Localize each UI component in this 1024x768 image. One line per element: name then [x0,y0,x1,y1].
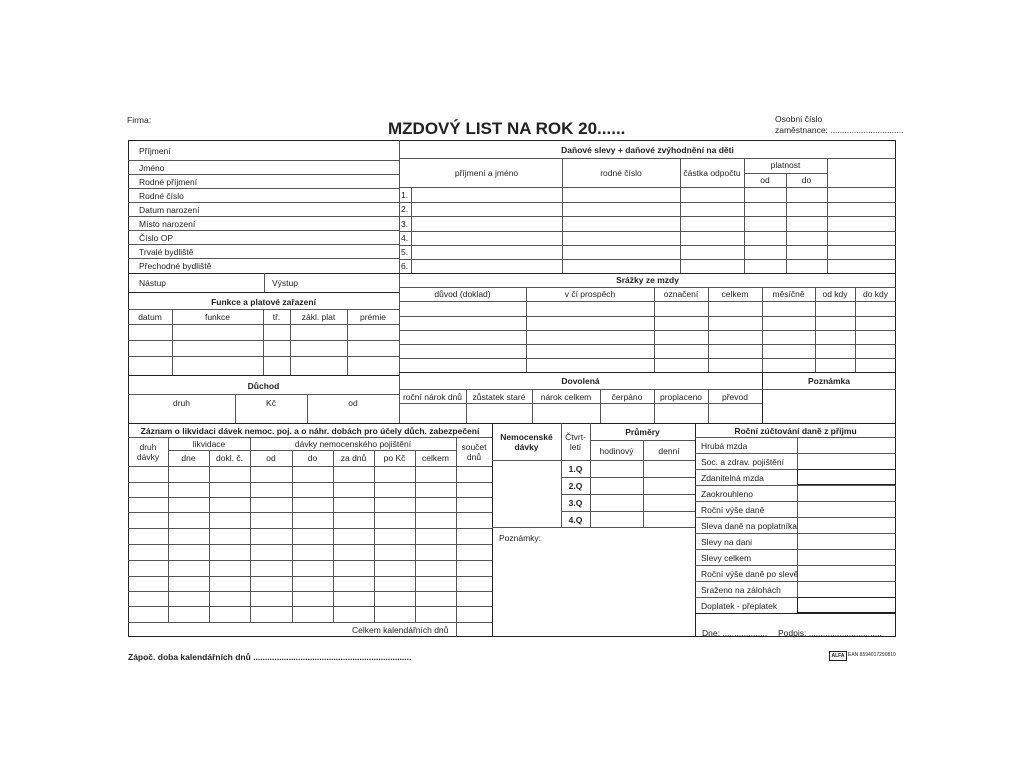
field-prechodne-bydliste[interactable]: Přechodné bydliště [139,261,212,271]
datum-field[interactable]: Dne: ................... [702,628,768,638]
zaznam-col-druh: druh [139,442,157,452]
osobni-cislo-label: Osobní číslo [775,114,823,124]
dane-row-num: 4. [401,233,409,243]
rocni-dane-po-sleve[interactable]: Roční výše daně po slevě [701,569,799,579]
dovolena-title: Dovolená [561,376,600,386]
dovolena-col-narok: roční nárok dnů [402,392,463,402]
dane-col-rodne-cislo: rodné číslo [600,168,642,178]
dane-title: Daňové slevy + daňové zvýhodnění na děti [561,145,734,155]
dane-col-prijmeni-jmeno: příjmení a jméno [454,168,519,178]
dovolena-col-prevod: převod [722,392,748,402]
nemoc-q4: 4.Q [568,515,583,525]
zaznam-sub-celkem: celkem [422,453,449,463]
field-cislo-op[interactable]: Číslo OP [139,233,174,243]
zaznam-sub-do: do [307,453,318,463]
rocni-title: Roční zúčtování daně z příjmu [734,426,857,436]
zaznam-sub-dokl: dokl. č. [216,453,243,463]
nemoc-title-2: dávky [514,442,539,452]
dane-col-castka: částka odpočtu [683,168,741,178]
srazky-col-prospech: v čí prospěch [564,289,616,299]
field-nastup[interactable]: Nástup [139,278,166,288]
field-prijmeni[interactable]: Příjmení [139,146,171,156]
rocni-slevy-na-dani[interactable]: Slevy na dani [701,537,753,547]
srazky-col-do-kdy: do kdy [862,289,889,299]
nemoc-prumery: Průměry [625,427,660,437]
srazky-col-od-kdy: od kdy [822,289,848,299]
zaznam-celkem-dnu: Celkem kalendářních dnů [352,625,449,635]
zaznam-col-likvidace: likvidace [192,439,226,449]
rocni-soc-zdrav[interactable]: Soc. a zdrav. pojištění [701,457,784,467]
dane-col-platnost: platnost [770,160,801,170]
dane-row-num: 5. [401,247,409,257]
nemoc-title: Nemocenské [500,432,553,442]
firma-label: Firma: [127,115,152,125]
dane-row-num: 6. [401,261,409,271]
dane-col-do: do [801,175,812,185]
dane-row-num: 1. [401,190,409,200]
zaznam-sub-od: od [266,453,276,463]
dovolena-col-narok-celkem: nárok celkem [540,392,592,402]
field-jmeno[interactable]: Jméno [139,163,165,173]
srazky-col-oznaceni: označení [663,289,699,299]
field-vystup[interactable]: Výstup [272,278,298,288]
zaznam-col-soucet: součet [461,442,487,452]
zaznam-col-davky: dávky [136,452,160,462]
field-misto-narozeni[interactable]: Místo narození [139,219,196,229]
rocni-vyse-dane[interactable]: Roční výše daně [701,505,765,515]
zaznam-sub-dne: dne [181,453,196,463]
dovolena-col-cerpano: čerpáno [611,392,643,402]
osobni-cislo-field[interactable]: zaměstnance: ............................... [775,125,904,135]
alfa-logo: ALFA [829,651,847,661]
funkce-title: Funkce a platové zařazení [211,297,316,307]
nemoc-col-hodinovy: hodinový [599,446,634,456]
duchod-title: Důchod [247,381,280,391]
zaznam-sub-po-kc: po Kč [383,453,406,463]
zaznam-sub-za-dnu: za dnů [340,453,367,463]
duchod-col-od: od [348,398,358,408]
ean-code: EAN 8594017290810 [848,652,896,658]
rocni-doplatek[interactable]: Doplatek - přeplatek [701,601,778,611]
dane-row-num: 2. [401,204,409,214]
rocni-sleva-poplatnik[interactable]: Sleva daně na poplatníka [701,521,797,531]
zaznam-col-soucet-dnu: dnů [466,452,482,462]
dovolena-col-proplaceno: proplaceno [659,392,703,402]
nemoc-q2: 2.Q [568,481,583,491]
podpis-field[interactable]: Podpis: ............................... [778,628,882,638]
field-rodne-cislo[interactable]: Rodné číslo [139,191,184,201]
nemoc-q1: 1.Q [568,464,583,474]
srazky-col-celkem: celkem [721,289,749,299]
dane-row-num: 3. [401,219,409,229]
field-trvale-bydliste[interactable]: Trvalé bydliště [139,247,194,257]
rocni-zaokrouhleno[interactable]: Zaokrouhleno [701,489,753,499]
funkce-col-datum: datum [138,312,162,322]
srazky-col-mesicne: měsíčně [772,289,805,299]
dovolena-col-zustatek: zůstatek staré [472,392,526,402]
funkce-col-funkce: funkce [204,312,231,322]
nemoc-col-ctvrt: Čtvrt- [565,432,586,442]
field-datum-narozeni[interactable]: Datum narození [139,205,200,215]
page-title: MZDOVÝ LIST NA ROK 20...... [388,119,626,138]
zaznam-col-davky-np: dávky nemocenského pojištění [294,439,412,449]
nemoc-q3: 3.Q [568,498,583,508]
nemoc-col-leti: letí [569,442,582,452]
srazky-col-duvod: důvod (doklad) [434,289,491,299]
rocni-srazeno[interactable]: Sraženo na zálohách [701,585,781,595]
rocni-hruba-mzda[interactable]: Hrubá mzda [701,441,748,451]
funkce-col-premie: prémie [360,312,386,322]
zaznam-title: Záznam o likvidaci dávek nemoc. poj. a o náhr. dobách pro účely důch. zabezpečení [140,426,480,436]
nemoc-poznamky[interactable]: Poznámky: [499,533,542,543]
funkce-col-zakl-plat: zákl. plat [301,312,336,322]
funkce-col-trida: tř. [272,312,281,322]
field-rodne-prijmeni[interactable]: Rodné příjmení [139,177,198,187]
srazky-title: Srážky ze mzdy [616,275,679,285]
duchod-col-druh: druh [172,398,190,408]
rocni-zdanitelna[interactable]: Zdanitelná mzda [701,473,764,483]
nemoc-col-denni: denní [658,446,680,456]
poznamka-title: Poznámka [807,376,851,386]
dane-col-od: od [760,175,770,185]
duchod-col-kc: Kč [266,398,276,408]
zapocitana-doba: Zápoč. doba kalendářních dnů ................................................................... [128,652,412,662]
rocni-slevy-celkem[interactable]: Slevy celkem [701,553,752,563]
